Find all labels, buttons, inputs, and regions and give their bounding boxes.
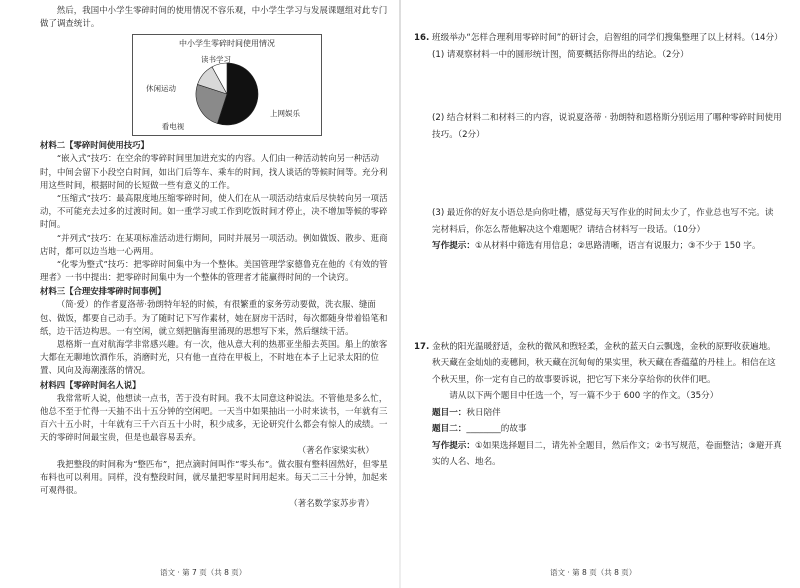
- topic-1-label: 题目一：: [432, 407, 467, 418]
- pie-slice-label: 读书学习: [201, 55, 231, 65]
- chart-title: 中小学生零碎时间使用情况: [179, 39, 275, 49]
- question-17-stem: 金秋的阳光温暖舒适，金秋的微风和煦轻柔，金秋的蓝天白云飘逸，金秋的原野收获遍地。秋天藏在金灿灿的麦穗间，秋天藏在沉甸甸的果实里，秋天藏在香蕴蕴的丹桂上。相信在这个秋天里，你一定有自己的故事要诉说，把它写下来分享给你的伙伴们吧。: [432, 341, 776, 385]
- material-4-source-1: （著名作家梁实秋）: [297, 445, 374, 456]
- material-2-title: 材料二【零碎时间使用技巧】: [40, 140, 149, 151]
- question-16-stem: 班级举办“怎样合理利用零碎时间”的研讨会，启智组的同学们搜集整理了以上材料。（14分）: [432, 33, 783, 43]
- material-2-para-2: “压缩式”技巧：最高限度地压缩零碎时间，使人们在从一项活动结束后尽快转向另一项活动，不可能充去过多的过渡时间。如一重学习或工作到吃饭时间才停止，决不增加等候的零碎时间。: [40, 193, 388, 230]
- writing-tip-label-16: 写作提示：: [432, 241, 475, 251]
- pie-slice-label: 休闲运动: [146, 84, 176, 94]
- question-16-writing-tip: [432, 238, 782, 255]
- material-4-para-1: 我常常听人说，他想读一点书，苦于没有时间。我不太同意这种说法。不管他是多么忙，他总不至于忙得一天抽不出十五分钟的空闲吧。一天当中如果抽出一小时来读书，一年就有三百六十五小时，十年就有三千六百五十小时，积少成多，无论研究什么都会有惊人的成绩。一天的零碎时间最宝贵，但是也最容易丢弃。: [40, 392, 388, 443]
- material-4-para-2: 我把整段的时间称为“整匹布”，把点滴时间叫作“零头布”。做衣服有整料固然好，但零星布料也可以利用。同样，没有整段时间，就尽量把零星时间用起来。每天二三十分钟，加起来可观得很。: [40, 458, 388, 496]
- material-3-para-1: （简·爱）的作者夏洛蒂·勃朗特年轻的时候，有很繁重的家务劳动要做，洗衣服、缝面包、做饭，都要自己动手。为了随时记下写作素材，她在厨房干活时，每次都随身带着铅笔和纸，边干活边构思。一有空闲，就立刻把脑海里涌现的思想写下来，然后继续干活。: [40, 299, 388, 336]
- material-4-source-2: （著名数学家苏步青）: [289, 498, 374, 509]
- topic-2-label: 题目二：: [432, 424, 467, 434]
- question-17-topic-1: [432, 405, 782, 422]
- question-17-topic-2: [432, 421, 782, 438]
- pie-chart: [132, 34, 322, 136]
- question-17-writing-tip: [432, 438, 782, 471]
- material-2-para-3: “并列式”技巧：在某项标准活动进行期间，同时并展另一项活动。例如做饭、散步、逛商店时，都可以边当地一心两用。: [40, 232, 388, 256]
- question-17-requirement: 请从以下两个题目中任选一个，写一篇不少于 600 字的作文。（35分）: [449, 391, 719, 401]
- topic-1-text: 秋日陪伴: [466, 407, 501, 418]
- answer-space-16-3[interactable]: [414, 255, 782, 339]
- answer-space-16-2[interactable]: [432, 143, 782, 205]
- question-16-part-2: (2) 结合材料二和材料三的内容，说说夏洛蒂 · 勃朗特和恩格斯分别运用了哪种零碎时间使用技巧。（2分）: [432, 113, 782, 140]
- material-2-para-4: “化零为整式”技巧：把零碎时间集中为一个整体。美国管理学家德鲁克在他的《有效的管理者》一书中提出：把零碎时间集中为一个整体的管理者才能赢得时间的一个诀窍。: [40, 259, 388, 283]
- question-16-number: 16.: [414, 33, 430, 43]
- topic-2-text: ________的故事: [466, 424, 527, 434]
- writing-tip-text-16: ①从材料中筛选有用信息；②思路清晰，语言有说服力；③不少于 150 字。: [474, 241, 761, 251]
- page-footer-left: 语文 · 第 7 页（共 8 页）: [160, 568, 247, 577]
- writing-tip-text-17: ①如果选择题目二，请先补全题目，然后作文；②书写规范，卷面整洁；③避开真实的人名、地名。: [432, 440, 782, 467]
- intro-paragraph: 然后，我国中小学生零碎时间的使用情况不容乐观，中小学生学习与发展课题组对此专门做了调查统计。: [40, 5, 388, 29]
- question-17: [414, 339, 782, 471]
- material-3-title: 材料三【合理安排零碎时间事例】: [40, 286, 166, 297]
- writing-tip-label-17: 写作提示：: [432, 440, 475, 451]
- question-16-part-3: (3) 最近你的好友小语总是向你吐槽，感觉每天写作业的时间太少了，作业总也写不完。读完材料后，你怎么帮他解决这个难题呢？请结合材料写一段话。（10分）: [432, 208, 774, 235]
- question-17-number: 17.: [414, 341, 430, 352]
- page-footer-right: 语文 · 第 8 页（共 8 页）: [550, 568, 637, 577]
- material-3-para-2: 恩格斯一直对航海学非常感兴趣。有一次，他从意大利的热那亚坐船去英国。船上的旅客大都在无聊地饮酒作乐，消磨时光，只有他一直待在甲板上，不时地在本子上记录太阳的位置、风向及海潮涨落的情况。: [40, 339, 388, 376]
- answer-space-16-1[interactable]: [432, 63, 782, 110]
- material-4-title: 材料四【零碎时间名人说】: [40, 379, 141, 390]
- pie-slice-label: 上网娱乐: [270, 109, 300, 119]
- question-16-part-1: (1) 请观察材料一中的圆形统计图，简要概括你得出的结论。（2分）: [432, 49, 689, 60]
- pie-chart-svg: [133, 35, 321, 135]
- pie-slice-label: 看电视: [161, 122, 185, 132]
- material-2-para-1: “嵌入式”技巧：在空余的零碎时间里加进充实的内容。人们由一种活动转向另一种活动时，中间会留下小段空白时间，如出门后等车、乘车的时间，找人谈话的等候时间等。充分利用这些时间，根据时间的长短做一些有意义的工作。: [40, 153, 388, 190]
- page-right: [400, 0, 800, 588]
- question-16: [414, 30, 782, 255]
